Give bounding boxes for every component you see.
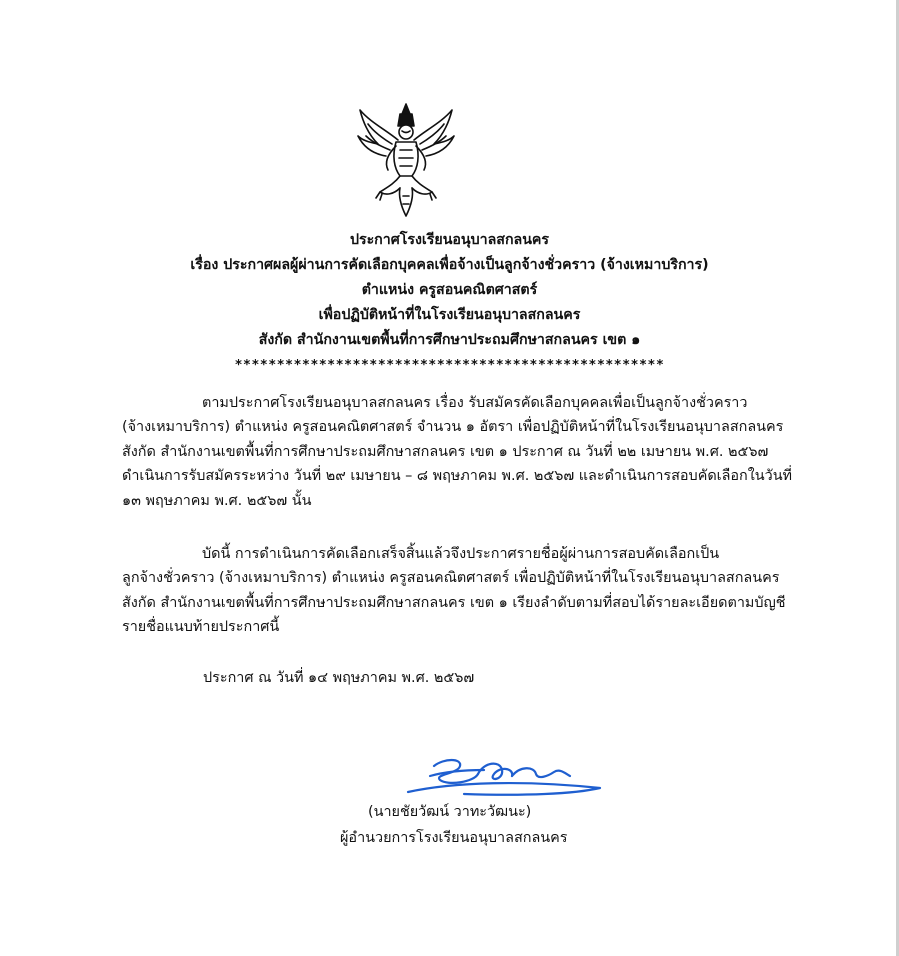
paragraph-line: บัดนี้ การดำเนินการคัดเลือกเสร็จสิ้นแล้วจึงประกาศรายชื่อผู้ผ่านการสอบคัดเลือกเป็น bbox=[202, 546, 720, 562]
paragraph-line: ลูกจ้างชั่วคราว (จ้างเหมาบริการ) ตำแหน่ง ครูสอนคณิตศาสตร์ เพื่อปฏิบัติหน้าที่ในโรงเรียนอนุบาลสกลนคร bbox=[122, 570, 780, 587]
signer-title: ผู้อำนวยการโรงเรียนอนุบาลสกลนคร bbox=[340, 830, 568, 846]
announcement-title: ประกาศโรงเรียนอนุบาลสกลนคร bbox=[349, 232, 550, 248]
body-paragraph-1 bbox=[122, 391, 802, 513]
paragraph-line: สังกัด สำนักงานเขตพื้นที่การศึกษาประถมศึกษาสกลนคร เขต ๑ เรียงลำดับตามที่สอบได้รายละเอียดตามบัญชี bbox=[122, 594, 786, 611]
paragraph-line: ๑๓ พฤษภาคม พ.ศ. ๒๕๖๗ นั้น bbox=[122, 492, 312, 509]
announcement-purpose: เพื่อปฏิบัติหน้าที่ในโรงเรียนอนุบาลสกลนคร bbox=[318, 307, 581, 323]
header-divider: *************************************************** bbox=[234, 358, 665, 373]
signer-name: (นายชัยวัฒน์ วาทะวัฒนะ) bbox=[368, 804, 532, 820]
announcement-affiliation: สังกัด สำนักงานเขตพื้นที่การศึกษาประถมศึกษาสกลนคร เขต ๑ bbox=[258, 332, 641, 348]
body-paragraph-2 bbox=[122, 542, 802, 640]
paragraph-line: สังกัด สำนักงานเขตพื้นที่การศึกษาประถมศึกษาสกลนคร เขต ๑ ประกาศ ณ วันที่ ๒๒ เมษายน พ.ศ. ๒๕๖๗ bbox=[122, 443, 769, 460]
paragraph-line: ดำเนินการรับสมัครระหว่าง วันที่ ๒๙ เมษายน – ๘ พฤษภาคม พ.ศ. ๒๕๖๗ และดำเนินการสอบคัดเลือกในวันที่ bbox=[122, 468, 793, 485]
garuda-emblem-icon bbox=[356, 100, 456, 220]
signature-icon bbox=[404, 752, 604, 802]
paragraph-line: (จ้างเหมาบริการ) ตำแหน่ง ครูสอนคณิตศาสตร์ จำนวน ๑ อัตรา เพื่อปฏิบัติหน้าที่ในโรงเรียนอนุบาลสกลนคร bbox=[122, 419, 784, 436]
announcement-subject: เรื่อง ประกาศผลผู้ผ่านการคัดเลือกบุคคลเพื่อจ้างเป็นลูกจ้างชั่วคราว (จ้างเหมาบริการ) bbox=[190, 257, 709, 273]
announcement-header bbox=[0, 228, 899, 353]
announcement-position: ตำแหน่ง ครูสอนคณิตศาสตร์ bbox=[361, 282, 538, 298]
paragraph-line: ตามประกาศโรงเรียนอนุบาลสกลนคร เรื่อง รับสมัครคัดเลือกบุคคลเพื่อเป็นลูกจ้างชั่วคราว bbox=[202, 395, 748, 411]
paragraph-line: รายชื่อแนบท้ายประกาศนี้ bbox=[122, 619, 280, 636]
announcement-date: ประกาศ ณ วันที่ ๑๔ พฤษภาคม พ.ศ. ๒๕๖๗ bbox=[203, 670, 475, 686]
